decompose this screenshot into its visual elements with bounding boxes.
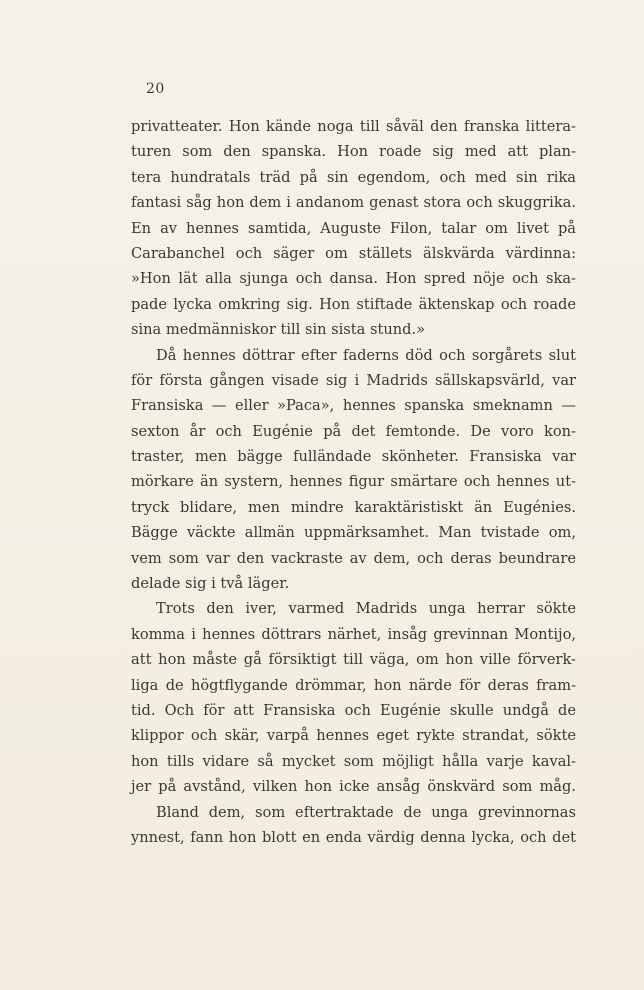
text-line: Fransiska — eller »Paca», hennes spanska smeknamn — <box>131 397 576 415</box>
text-line: Carabanchel och säger om ställets älskvärda värdinna: <box>131 244 576 262</box>
paragraph-3 <box>131 596 576 799</box>
text-line: tid. Och för att Fransiska och Eugénie skulle undgå de <box>131 701 576 719</box>
text-line: för första gången visade sig i Madrids sällskapsvärld, var <box>131 371 576 389</box>
text-line: jer på avstånd, vilken hon icke ansåg önskvärd som måg. <box>131 778 576 796</box>
text-line: traster, men bägge fulländade skönheter. Fransiska var <box>131 448 576 466</box>
text-line: tryck blidare, men mindre karaktäristiskt än Eugénies. <box>131 498 576 516</box>
text-line: En av hennes samtida, Auguste Filon, talar om livet på <box>131 219 576 237</box>
paragraph-2 <box>131 343 576 597</box>
text-line: pade lycka omkring sig. Hon stiftade äktenskap och roade <box>131 295 576 313</box>
paragraph-1 <box>131 114 576 343</box>
text-line: tera hundratals träd på sin egendom, och med sin rika <box>131 168 576 186</box>
text-line: turen som den spanska. Hon roade sig med att plan- <box>131 143 576 161</box>
body-text <box>131 114 576 850</box>
text-line: att hon måste gå försiktigt till väga, om hon ville förverk- <box>131 651 576 669</box>
text-line: hon tills vidare så mycket som möjligt hålla varje kaval- <box>131 752 576 770</box>
text-line: sexton år och Eugénie på det femtonde. De voro kon- <box>131 422 576 440</box>
text-line: Bägge väckte allmän uppmärksamhet. Man tvistade om, <box>131 524 576 542</box>
text-line: fantasi såg hon dem i andanom genast stora och skuggrika. <box>131 194 576 212</box>
text-line: delade sig i två läger. <box>131 575 290 593</box>
text-line: liga de högtflygande drömmar, hon närde för deras fram- <box>131 676 576 694</box>
text-line: klippor och skär, varpå hennes eget rykte strandat, sökte <box>131 727 576 745</box>
text-line: komma i hennes döttrars närhet, insåg grevinnan Montijo, <box>131 625 576 643</box>
text-line: Då hennes döttrar efter faderns död och sorgårets slut <box>156 346 576 364</box>
text-line: Bland dem, som eftertraktade de unga grevinnornas <box>156 803 576 821</box>
text-line: Trots den iver, varmed Madrids unga herrar sökte <box>156 600 576 618</box>
text-line: sina medmänniskor till sin sista stund.» <box>131 321 426 339</box>
text-line: privatteater. Hon kände noga till såväl den franska littera- <box>131 118 576 135</box>
page-number: 20 <box>146 81 165 97</box>
text-line: mörkare än systern, hennes figur smärtare och hennes ut- <box>131 473 576 491</box>
text-line: »Hon lät alla sjunga och dansa. Hon spred nöje och ska- <box>131 270 576 288</box>
text-line: vem som var den vackraste av dem, och deras beundrare <box>131 549 576 567</box>
text-line: ynnest, fann hon blott en enda värdig denna lycka, och det <box>131 828 576 846</box>
paragraph-4 <box>131 800 576 851</box>
